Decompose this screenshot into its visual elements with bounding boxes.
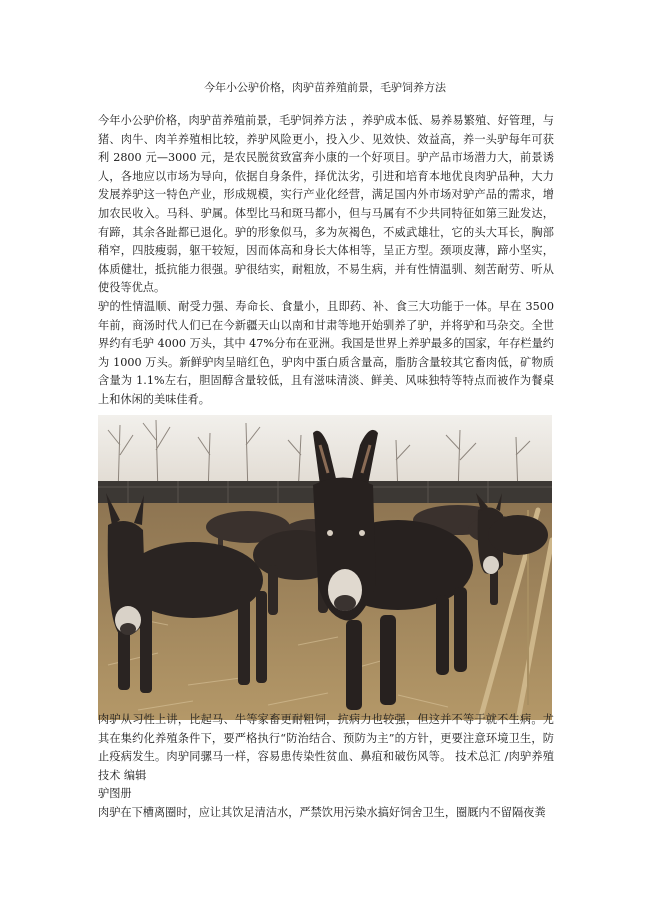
paragraph: 肉驴在下槽离圈时，应让其饮足清洁水，严禁饮用污染水搞好饲舍卫生，圈厩内不留隔夜粪 — [98, 805, 546, 819]
donkeys-photo — [98, 415, 552, 720]
body-text-top — [98, 112, 554, 410]
paragraph: 今年小公驴价格，肉驴苗养殖前景，毛驴饲养方法 ，养驴成本低、易养易繁殖、好管理，与猪、肉牛、肉羊养殖相比较，养驴风险更小，投入少、见效快、效益高，养一头驴每年可获利 2800 元—3000 元，是农民脱贫致富奔小康的一个好项目。驴产品市场潜力大，前景诱人，各地应以市场为导向，依据自身条件，择优汰劣，引进和培育本地优良肉驴品种，大力发展养驴这一特色产业，形成规模，实行产业化经营，满足国内外市场对驴产品的需求，增加农民收入。马科、驴属。体型比马和斑马都小，但与马属有不少共同特征如第三趾发达，有蹄，其余各趾都已退化。驴的形象似马，多为灰褐色，不威武雄壮，它的头大耳长，胸部稍窄，四肢瘦弱，躯干较短，因而体高和身长大体相等，呈正方型。颈项皮薄，蹄小坚实，体质健壮，抵抗能力很强。驴很结实，耐粗放，不易生病，并有性情温驯、刻苦耐劳、听从使役等优点。 — [98, 114, 554, 295]
document-title: 今年小公驴价格，肉驴苗养殖前景，毛驴饲养方法 — [204, 81, 446, 94]
body-text-bottom — [98, 711, 554, 823]
paragraph: 驴的性情温顺、耐受力强、寿命长、食量小，且即药、补、食三大功能于一体。早在 3500 年前，商汤时代人们已在今新疆天山以南和甘肃等地开始驯养了驴，并将驴和马杂交。全世界约有毛驴 4000 万头，其中 47%分布在亚洲。我国是世界上养驴最多的国家，年存栏量约为 1000 万头。新鲜驴肉呈暗红色，驴肉中蛋白质含量高，脂肪含量较其它畜肉低，矿物质含量为 1.1%左右，胆固醇含量较低，且有滋味清淡、鲜美、风味独特等特点而被作为餐桌上和休闲的美味佳肴。 — [98, 299, 554, 406]
paragraph: 驴图册 — [98, 787, 132, 801]
paragraph: 肉驴从习性上讲，比起马、牛等家畜更耐粗饲，抗病力也较强，但这并不等于就不生病。尤其在集约化养殖条件下，要严格执行“防治结合、预防为主”的方针，更要注意环境卫生，防止疫病发生。肉驴同骡马一样，容易患传染性贫血、鼻疽和破伤风等。 技术总汇 /肉驴养殖技术 编辑 — [98, 713, 554, 782]
